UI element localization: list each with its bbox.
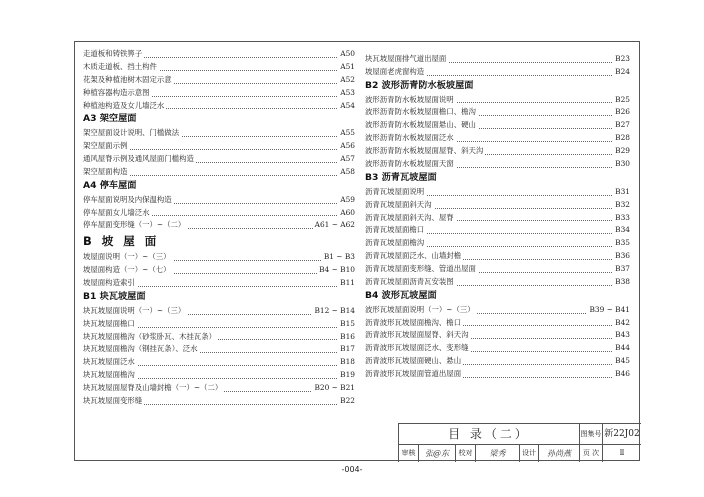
toc-entry <box>365 317 630 330</box>
entry-page: B44 <box>613 342 630 355</box>
toc-entry <box>365 276 630 289</box>
toc-entry <box>83 356 355 369</box>
entry-page: B31 <box>613 186 630 199</box>
entry-title: 沥青瓦坡屋面檐沟 <box>365 238 425 248</box>
entry-page: B15 <box>338 318 355 331</box>
entry-title: 沥青瓦坡屋面斜天沟 <box>365 199 432 209</box>
toc-entry <box>83 61 355 74</box>
entry-page: A50 <box>338 48 355 61</box>
toc-entry <box>83 305 355 318</box>
entry-page: B4 ~ B10 <box>317 264 355 277</box>
toc-entry <box>83 369 355 382</box>
entry-page: B37 <box>613 263 630 276</box>
section-heading: B1 块瓦坡屋面 <box>83 290 146 302</box>
entry-title: 坡屋面老虎窗构造 <box>365 66 425 76</box>
check-label: 校对 <box>456 445 476 462</box>
entry-title: 沥青瓦坡屋面檐口 <box>365 225 425 235</box>
entry-title: 走道板和铸铁箅子 <box>83 49 143 58</box>
section-heading: B3 沥青瓦坡屋面 <box>365 171 437 183</box>
toc-entry <box>365 158 630 171</box>
entry-title: 沥青波形瓦坡屋面管道出屋面 <box>365 369 462 379</box>
toc-entry <box>365 94 630 107</box>
design-signature: 孙尚燕 <box>539 445 580 462</box>
entry-title: 停车屋面变形缝（一）~（二） <box>83 220 186 230</box>
review-signature: 张@东 <box>419 445 456 462</box>
section-heading: B2 波形沥青防水板坡屋面 <box>365 79 474 91</box>
toc-entry <box>365 145 630 158</box>
toc-entry <box>83 264 355 277</box>
review-label: 审核 <box>399 445 419 462</box>
check-signature: 梁秀 <box>476 445 520 462</box>
entry-title: 坡屋面说明（一）~（三） <box>83 252 171 262</box>
toc-entry <box>83 140 355 153</box>
entry-title: 沥青波形瓦坡屋面屋脊、斜天沟 <box>365 330 469 340</box>
title-block <box>398 423 641 462</box>
entry-page: B32 <box>613 199 630 212</box>
entry-page: A54 <box>338 100 355 113</box>
toc-entry <box>365 304 630 317</box>
entry-title: 沥青瓦坡屋面沥青瓦安装图 <box>365 276 454 286</box>
entry-page: B38 <box>613 276 630 289</box>
entry-title: 块瓦坡屋面檐沟 <box>83 370 135 380</box>
entry-page: B23 <box>613 53 630 66</box>
toc-right-column <box>365 53 630 381</box>
entry-page: B30 <box>613 158 630 171</box>
entry-page: B33 <box>613 212 630 225</box>
page-value: Ⅱ <box>619 449 625 457</box>
entry-title: 种植池构造及女儿墙泛水 <box>83 100 165 110</box>
entry-page: B34 <box>613 224 630 237</box>
entry-title: 停车屋面女儿墙泛水 <box>83 207 150 217</box>
entry-page: B11 <box>338 277 355 290</box>
entry-page: A60 <box>338 207 355 220</box>
entry-page: B29 <box>613 145 630 158</box>
entry-title: 架空屋面设计说明、门槛做法 <box>83 128 180 138</box>
entry-page: A59 <box>338 194 355 207</box>
entry-title: 波形瓦坡屋面说明（一）~（三） <box>365 304 475 314</box>
entry-page: A61 ~ A62 <box>313 219 355 232</box>
entry-page: B36 <box>613 250 630 263</box>
entry-title: 块瓦坡屋面屋脊及山墙封檐（一）~（二） <box>83 383 223 393</box>
entry-page: A58 <box>338 166 355 179</box>
section-heading: A3 架空屋面 <box>83 113 137 125</box>
page-number: -004- <box>341 465 363 474</box>
entry-title: 块瓦坡屋面檐沟（钢挂瓦条）、泛水 <box>83 344 198 354</box>
toc-entry <box>83 48 355 61</box>
entry-title: 沥青波形瓦坡屋面硬山、悬山 <box>365 356 462 366</box>
toc-entry <box>83 331 355 344</box>
entry-page: A53 <box>338 87 355 100</box>
entry-title: 波形沥青防水板坡屋面屋脊、斜天沟 <box>365 146 484 156</box>
entry-title: 波形沥青防水板坡屋面檐口、檐沟 <box>365 107 476 117</box>
toc-entry <box>365 66 630 79</box>
entry-page: B18 <box>338 356 355 369</box>
entry-page: B20 ~ B21 <box>312 382 355 395</box>
toc-entry <box>365 237 630 250</box>
toc-entry <box>365 224 630 237</box>
toc-entry <box>83 343 355 356</box>
toc-entry <box>83 207 355 220</box>
entry-title: 沥青波形瓦坡屋面泛水、变形缝 <box>365 343 469 353</box>
entry-title: 块瓦坡屋面檐沟（砂浆卧瓦、木挂瓦条） <box>83 331 217 341</box>
entry-title: 停车屋面说明及内保温构造 <box>83 194 172 204</box>
entry-page: A52 <box>338 74 355 87</box>
entry-title: 波形沥青防水板坡屋面悬山、硬山 <box>365 120 476 130</box>
toc-entry <box>365 342 630 355</box>
toc-entry <box>365 329 630 342</box>
toc-left-column <box>83 48 355 408</box>
toc-entry <box>365 263 630 276</box>
entry-title: 块瓦坡屋面泛水 <box>83 357 135 367</box>
entry-page: B46 <box>613 368 630 381</box>
entry-title: 波形沥青防水板坡屋面泛水 <box>365 133 454 143</box>
section-heading: A4 停车屋面 <box>83 179 137 191</box>
toc-entry <box>83 251 355 264</box>
entry-page: B16 <box>338 331 355 344</box>
toc-entry <box>83 127 355 140</box>
entry-title: 花架及种植池树木固定示意 <box>83 74 172 84</box>
entry-title: 沥青瓦坡屋面变形缝、管道出屋面 <box>365 264 476 274</box>
section-heading: B4 波形瓦坡屋面 <box>365 289 437 301</box>
entry-page: B19 <box>338 369 355 382</box>
entry-title: 块瓦坡屋面说明（一）~（三） <box>83 305 186 315</box>
entry-page: B27 <box>613 119 630 132</box>
entry-title: 种植容器构造示意图 <box>83 87 150 97</box>
toc-entry <box>365 53 630 66</box>
toc-entry <box>83 100 355 113</box>
atlas-number-label: 图集号 <box>580 424 603 444</box>
entry-page: B42 <box>613 317 630 330</box>
toc-entry <box>365 106 630 119</box>
toc-entry <box>83 277 355 290</box>
entry-page: B28 <box>613 132 630 145</box>
entry-page: B35 <box>613 237 630 250</box>
toc-entry <box>83 382 355 395</box>
entry-title: 块瓦坡屋面檐口 <box>83 318 135 328</box>
toc-entry <box>83 395 355 408</box>
entry-page: B12 ~ B14 <box>312 305 355 318</box>
toc-entry <box>83 318 355 331</box>
entry-title: 坡屋面构造（一）~（七） <box>83 265 171 275</box>
entry-title: 块瓦坡屋面变形缝 <box>83 395 143 405</box>
entry-title: 波形沥青防水板坡屋面天窗 <box>365 159 454 169</box>
entry-page: A57 <box>338 153 355 166</box>
toc-entry <box>365 212 630 225</box>
toc-entry <box>365 199 630 212</box>
entry-title: 块瓦坡屋面排气道出屋面 <box>365 54 447 63</box>
entry-page: B43 <box>613 329 630 342</box>
toc-entry <box>365 368 630 381</box>
toc-entry <box>83 219 355 232</box>
toc-entry <box>83 194 355 207</box>
toc-entry <box>365 132 630 145</box>
toc-entry <box>365 250 630 263</box>
entry-page: B24 <box>613 66 630 79</box>
entry-page: B39 ~ B41 <box>587 304 630 317</box>
entry-title: 沥青瓦坡屋面泛水、山墙封檐 <box>365 251 462 261</box>
entry-title: 架空屋面构造 <box>83 166 128 176</box>
toc-entry <box>83 166 355 179</box>
toc-entry <box>83 87 355 100</box>
toc-entry <box>365 355 630 368</box>
entry-page: B26 <box>613 106 630 119</box>
entry-page: B1 ~ B3 <box>322 251 355 264</box>
atlas-number: 新22J02 <box>604 429 640 439</box>
toc-entry <box>365 119 630 132</box>
entry-title: 沥青瓦坡屋面说明 <box>365 186 425 196</box>
entry-page: A51 <box>338 61 355 74</box>
entry-page: A55 <box>338 127 355 140</box>
entry-page: A56 <box>338 140 355 153</box>
toc-entry <box>83 74 355 87</box>
entry-page: B17 <box>338 343 355 356</box>
design-label: 设计 <box>520 445 539 462</box>
page-label: 页 次 <box>580 445 603 462</box>
entry-page: B25 <box>613 94 630 107</box>
entry-title: 沥青瓦坡屋面斜天沟、屋脊 <box>365 212 454 222</box>
entry-page: B45 <box>613 355 630 368</box>
toc-entry <box>83 153 355 166</box>
toc-frame <box>74 41 640 461</box>
entry-title: 木质走道板、挡土构件 <box>83 61 157 71</box>
drawing-title: 目 录（二） <box>399 424 580 444</box>
entry-title: 坡屋面构造索引 <box>83 278 135 288</box>
entry-page: B22 <box>338 395 355 408</box>
entry-title: 通风屋脊示例及通风屋面门槛构造 <box>83 154 194 164</box>
entry-title: 沥青波形瓦坡屋面檐沟、檐口 <box>365 317 462 327</box>
entry-title: 波形沥青防水板坡屋面说明 <box>365 94 454 104</box>
entry-title: 架空屋面示例 <box>83 141 128 151</box>
toc-entry <box>365 186 630 199</box>
chapter-heading: B 坡 屋 面 <box>83 234 160 249</box>
